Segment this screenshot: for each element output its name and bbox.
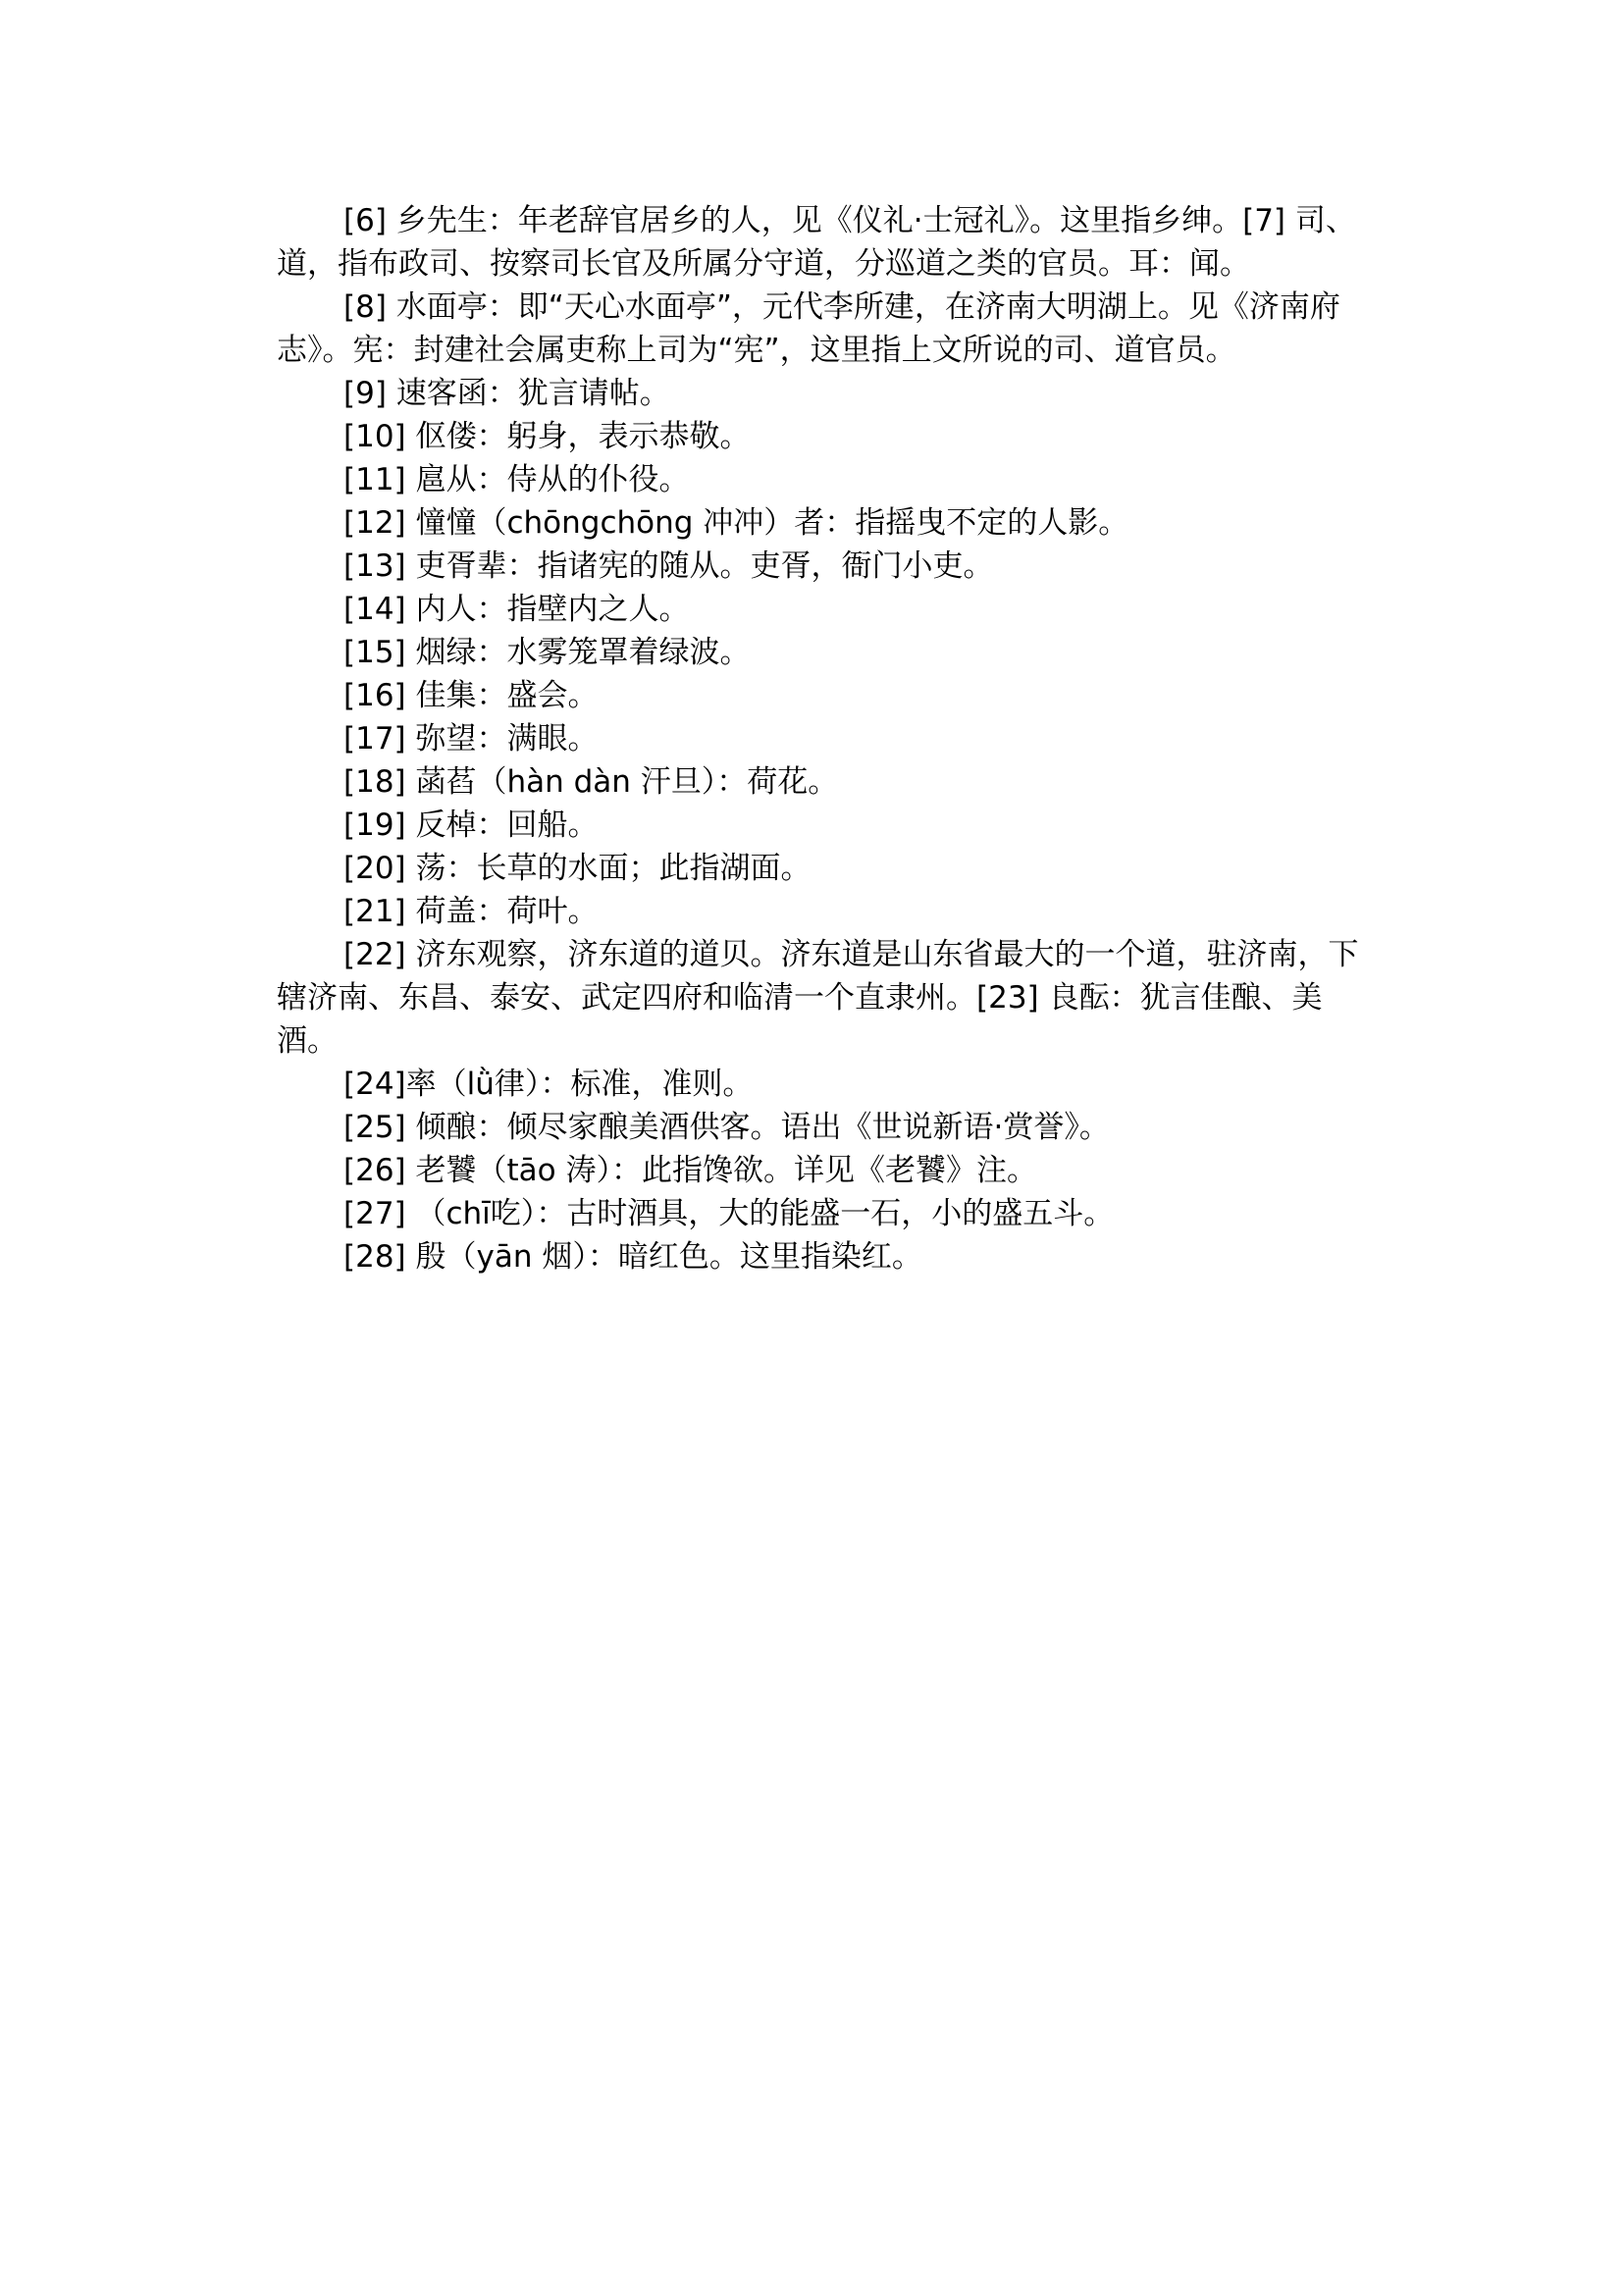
- note-24: [24]率（lǜ律）：标准，准则。: [343, 1067, 754, 1102]
- note-27: [27] （chī吃）：古时酒具，大的能盛一石，小的盛五斗。: [343, 1196, 1115, 1231]
- annotation-notes: [277, 199, 1366, 1278]
- note-13: [13] 吏胥辈：指诸宪的随从。吏胥，衙门小吏。: [343, 548, 994, 584]
- note-12: [12] 憧憧（chōngchōng 冲冲）者：指摇曳不定的人影。: [343, 505, 1129, 541]
- note-20: [20] 荡：长草的水面；此指湖面。: [343, 851, 812, 886]
- note-10: [10] 伛偻：躬身，表示恭敬。: [343, 419, 751, 454]
- note-8: [8] 水面亭：即“天心水面亭”，元代李所建，在济南大明湖上。见《济南府志》。宪：封建社会属吏称上司为“宪”，这里指上文所说的司、道官员。: [277, 289, 1340, 368]
- note-14: [14] 内人：指壁内之人。: [343, 592, 690, 627]
- note-26: [26] 老饕（tāo 涛）：此指馋欲。详见《老饕》注。: [343, 1153, 1037, 1188]
- note-28: [28] 殷（yān 烟）：暗红色。这里指染红。: [343, 1239, 922, 1275]
- note-22-23: [22] 济东观察，济东道的道贝。济东道是山东省最大的一个道，驻济南，下辖济南、东昌、泰安、武定四府和临清一个直隶州。[23] 良酝：犹言佳酿、美酒。: [277, 937, 1359, 1059]
- note-18: [18] 菡萏（hàn dàn 汗旦）：荷花。: [343, 764, 839, 800]
- note-19: [19] 反棹：回船。: [343, 808, 599, 843]
- note-16: [16] 佳集：盛会。: [343, 678, 599, 713]
- note-21: [21] 荷盖：荷叶。: [343, 894, 599, 929]
- note-11: [11] 扈从：侍从的仆役。: [343, 462, 690, 497]
- note-15: [15] 烟绿：水雾笼罩着绿波。: [343, 635, 751, 670]
- note-9: [9] 速客函：犹言请帖。: [343, 376, 670, 411]
- note-25: [25] 倾酿：倾尽家酿美酒供客。语出《世说新语·赏誉》。: [343, 1110, 1110, 1145]
- note-17: [17] 弥望：满眼。: [343, 721, 599, 756]
- note-6-7: [6] 乡先生：年老辞官居乡的人，见《仪礼·士冠礼》。这里指乡绅。[7] 司、道，指布政司、按察司长官及所属分守道，分巡道之类的官员。耳：闻。: [277, 203, 1356, 282]
